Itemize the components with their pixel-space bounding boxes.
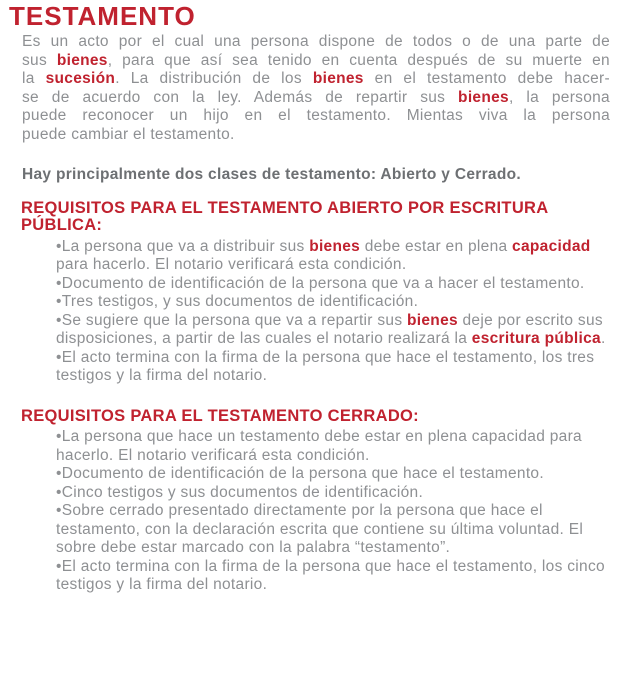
text-run: La persona que va a distribuir sus <box>61 237 310 255</box>
bullet-item: •Documento de identificación de la persona que va a hacer el testamento. <box>56 274 585 292</box>
bullet-item: •El acto termina con la firma de la persona que hace el testamento, los cinco testigos y la firma del notario. <box>56 557 605 593</box>
text-run: Documento de identificación de la persona que hace el testamento. <box>61 465 544 482</box>
emphasis-term: bienes <box>312 70 364 87</box>
text-run: , para que así sea tenido en cuenta después de su muerte en <box>107 51 610 69</box>
section-testamento-cerrado <box>9 408 610 595</box>
text-run: puede cambiar el testamento. <box>22 125 235 143</box>
bullet-item: •Se sugiere que la persona que va a repartir sus bienes deje por escrito sus disposiciones, a partir de las cuales el notario realizará la escritura pública. <box>56 311 606 347</box>
text-run: . <box>600 330 606 347</box>
text-run: El acto termina con la firma de la persona que hace el testamento, los tres testigos y la firma del notario. <box>56 348 595 384</box>
text-run: para hacerlo. El notario verificará esta condición. <box>56 256 407 273</box>
text-run: Cinco testigos y sus documentos de identificación. <box>61 483 424 501</box>
page-title: TESTAMENTO <box>9 1 196 31</box>
text-run: , la persona <box>508 88 610 106</box>
bullet-item: •Sobre cerrado presentado directamente por la persona que hace el testamento, con la declaración escrita que contiene su última voluntad. El sobre debe estar marcado con la palabra “testamento”. <box>56 502 584 556</box>
emphasis-term: capacidad <box>512 237 591 255</box>
bullet-item: •Documento de identificación de la persona que hace el testamento. <box>56 465 544 482</box>
text-run: Sobre cerrado presentado directamente por la persona que hace el testamento, con la declaración escrita que contiene su última voluntad. El sobre debe estar marcado con la palabra “testamento”. <box>56 502 584 556</box>
section-testamento-abierto <box>9 200 610 386</box>
bullet-item: •La persona que hace un testamento debe estar en plena capacidad para hacerlo. El notario verificará esta condición. <box>56 428 582 464</box>
paragraph-line <box>22 52 610 71</box>
intro-paragraph <box>22 33 610 144</box>
emphasis-term: escritura pública <box>471 330 601 347</box>
text-run: deje por escrito sus disposiciones, a partir de las cuales el notario realizará la <box>56 311 603 347</box>
text-run: El acto termina con la firma de la persona que hace el testamento, los cinco testigos y la firma del notario. <box>56 557 605 593</box>
emphasis-term: bienes <box>458 88 509 106</box>
paragraph-line <box>22 126 610 145</box>
paragraph-line <box>22 89 610 108</box>
emphasis-term: bienes <box>309 237 361 255</box>
text-run: se de acuerdo con la ley. Además de repartir sus <box>22 88 459 106</box>
paragraph-line <box>22 33 610 52</box>
emphasis-term: bienes <box>56 51 108 69</box>
text-run: en el testamento debe hacer- <box>363 70 610 87</box>
bullet-item: •Cinco testigos y sus documentos de identificación. <box>56 483 424 501</box>
text-run: debe estar en plena <box>360 237 513 255</box>
text-run: . La distribución de los <box>115 70 313 87</box>
bullet-item: •El acto termina con la firma de la persona que hace el testamento, los tres testigos y la firma del notario. <box>56 348 595 384</box>
bullet-item: •La persona que va a distribuir sus bienes debe estar en plena capacidad para hacerlo. El notario verificará esta condición. <box>56 237 591 273</box>
paragraph-line <box>22 70 610 89</box>
classes-statement: Hay principalmente dos clases de testamento: Abierto y Cerrado. <box>22 166 521 183</box>
text-run: La persona que hace un testamento debe estar en plena capacidad para hacerlo. El notario verificará esta condición. <box>56 428 582 464</box>
text-run: sus <box>22 51 57 69</box>
text-run: la <box>22 70 46 87</box>
text-run: Es un acto por el cual una persona dispone de todos o de una parte de <box>22 33 610 50</box>
bullet-list-cerrado <box>56 428 610 595</box>
section-heading-abierto: REQUISITOS PARA EL TESTAMENTO ABIERTO POR ESCRITURA PÚBLICA: <box>21 198 548 234</box>
paragraph-line <box>22 107 610 126</box>
text-run: Se sugiere que la persona que va a repartir sus <box>61 311 407 329</box>
emphasis-term: bienes <box>407 311 458 329</box>
bullet-item: •Tres testigos, y sus documentos de identificación. <box>56 293 419 310</box>
bullet-list-abierto <box>56 238 610 386</box>
text-run: Documento de identificación de la persona que va a hacer el testamento. <box>61 274 585 292</box>
emphasis-term: sucesión <box>45 70 116 87</box>
section-heading-cerrado: REQUISITOS PARA EL TESTAMENTO CERRADO: <box>21 406 419 425</box>
text-run: Tres testigos, y sus documentos de identificación. <box>61 293 419 310</box>
text-run: puede reconocer un hijo en el testamento. Mientas viva la persona <box>22 107 610 124</box>
